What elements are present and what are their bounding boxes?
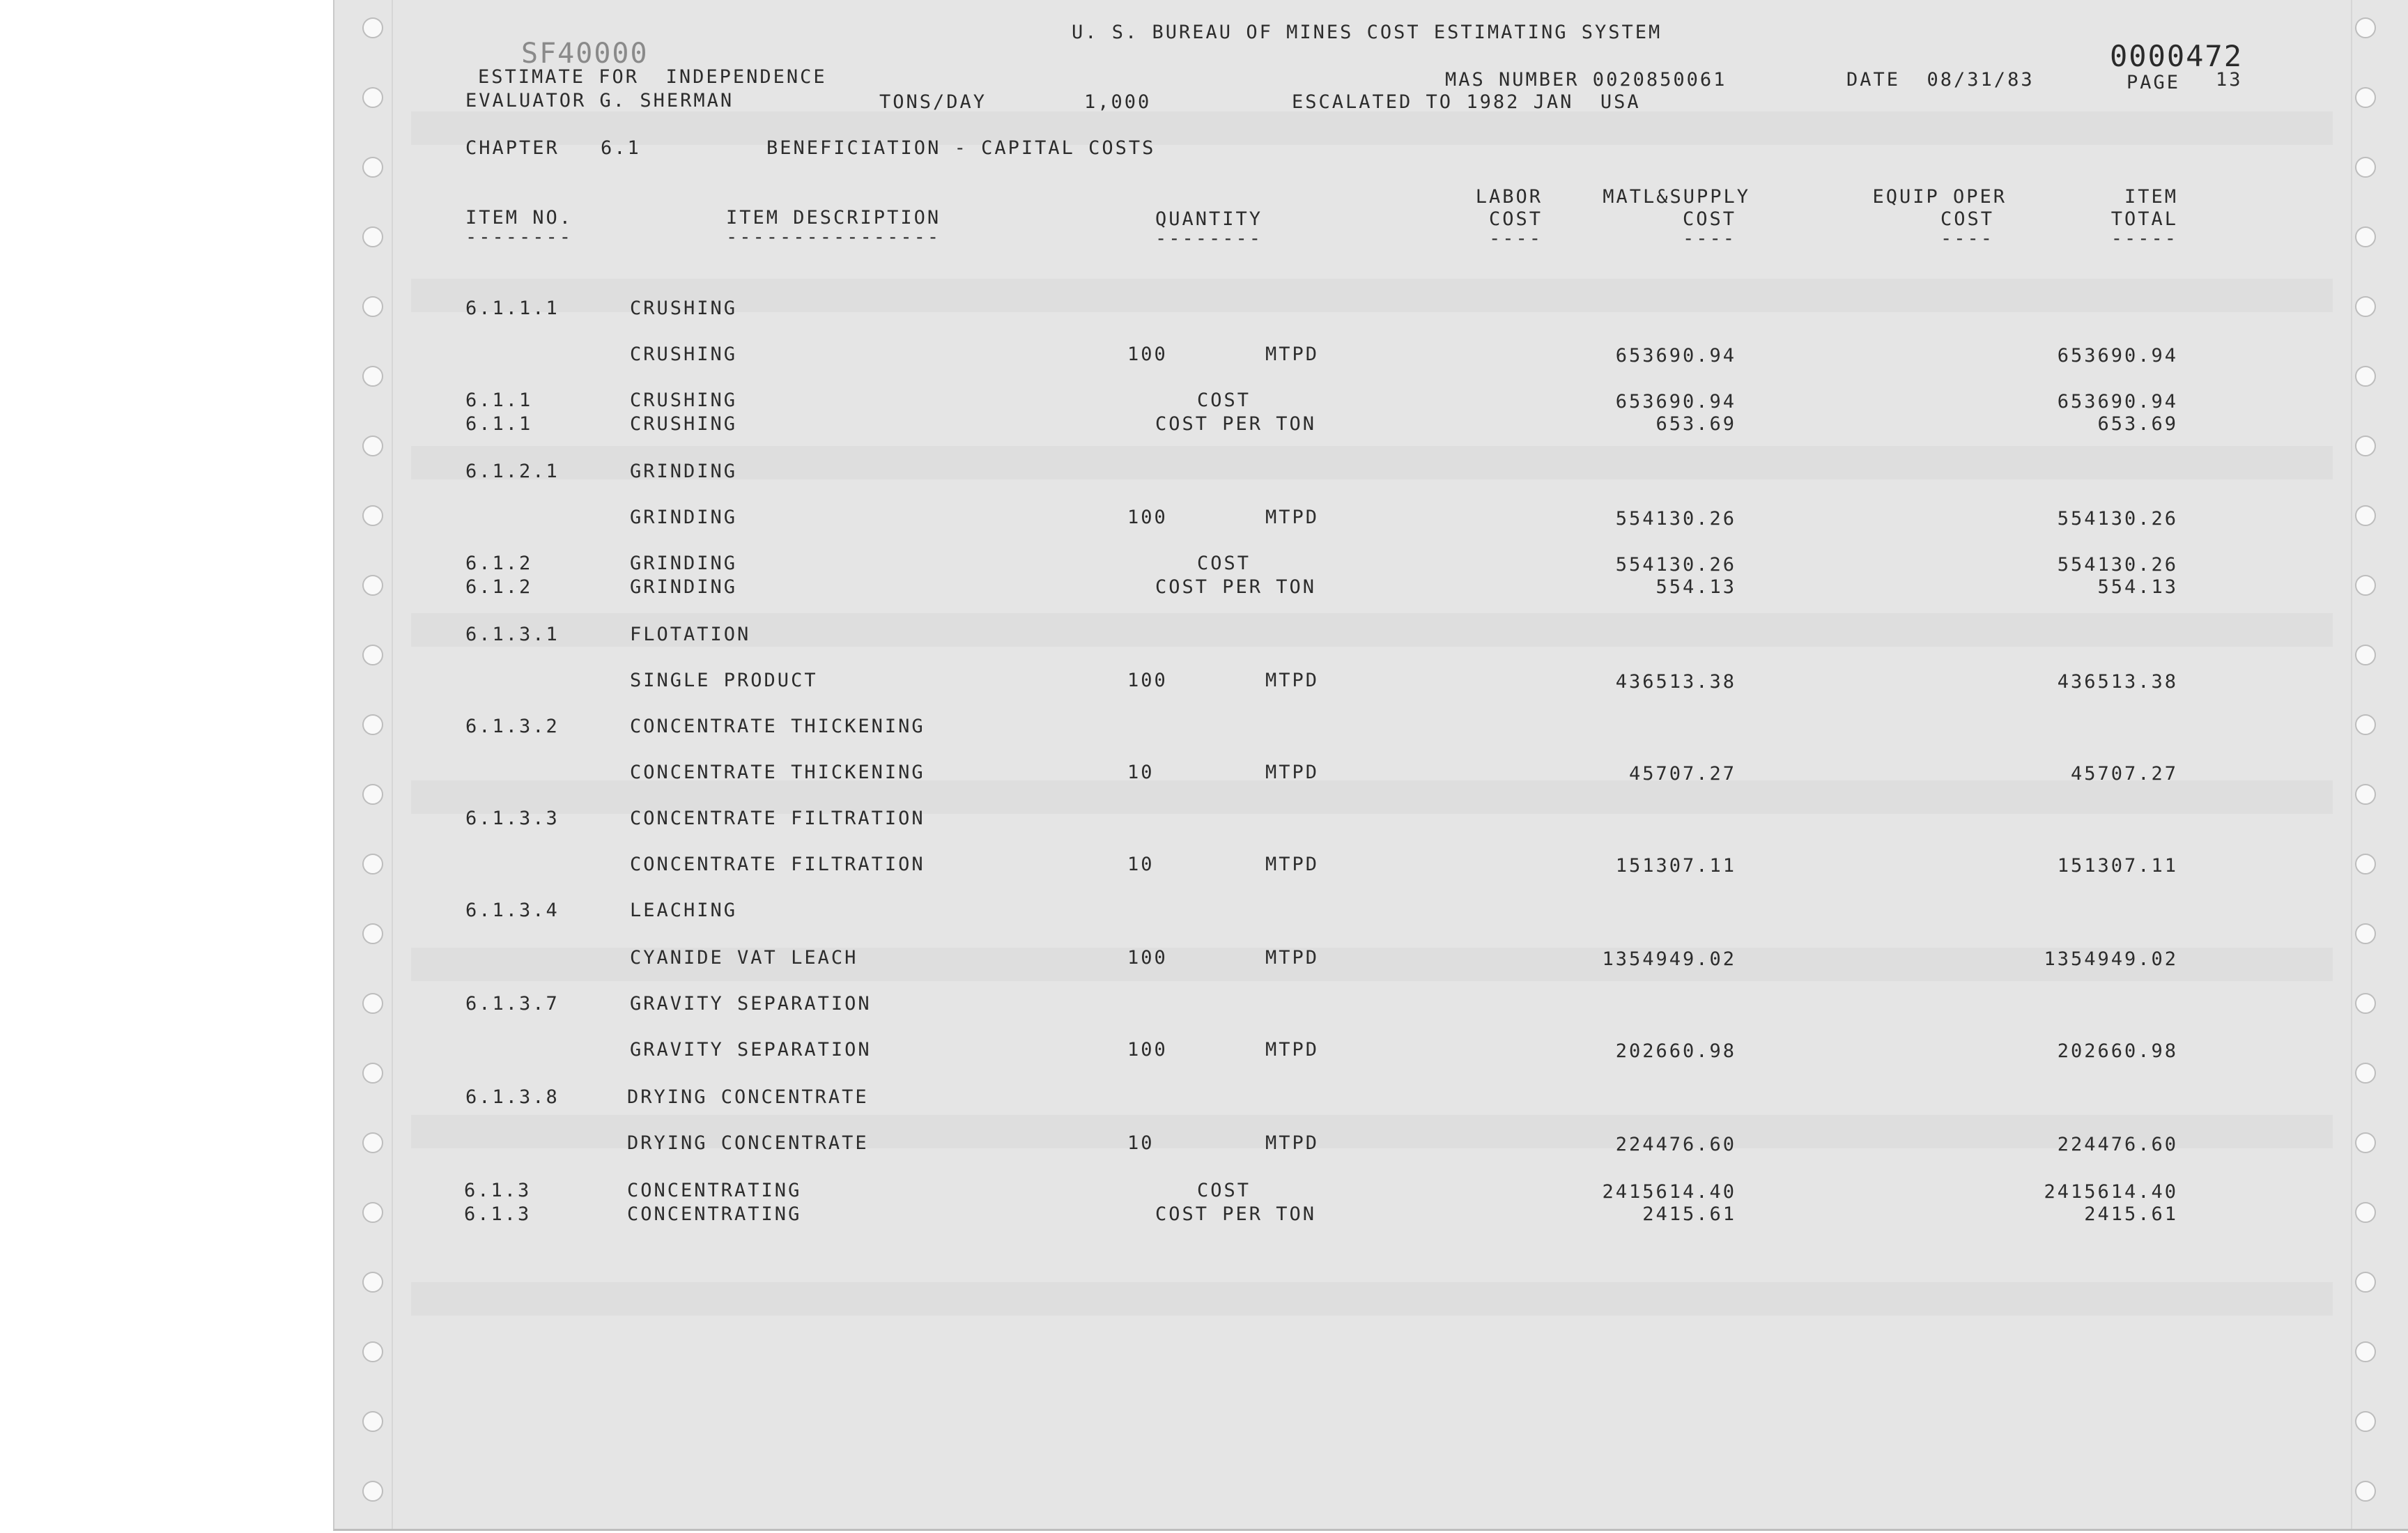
- feed-hole: [2355, 784, 2376, 805]
- report-date: DATE 08/31/83: [1846, 69, 2035, 91]
- item-description: CRUSHING: [630, 344, 738, 365]
- col-matl-line2: COST: [1682, 208, 1736, 230]
- col-labor-line2: COST: [1488, 208, 1543, 230]
- col-item-description: ITEM DESCRIPTION: [726, 207, 941, 229]
- item-description: GRINDING: [630, 507, 738, 528]
- document-number-stamp: 0000472: [2110, 39, 2244, 73]
- quantity-unit: MTPD: [1265, 947, 1320, 969]
- table-row: [334, 344, 2408, 365]
- table-row: [334, 762, 2408, 783]
- faint-stamp: SF40000: [521, 38, 649, 70]
- item-number: 6.1.3: [464, 1180, 532, 1201]
- feed-hole: [362, 157, 383, 178]
- row-basis: COST PER TON: [1155, 1203, 1317, 1225]
- matl-supply-cost: 224476.60: [1615, 1134, 1736, 1155]
- table-row: [334, 553, 2408, 574]
- item-description: CONCENTRATE FILTRATION: [630, 854, 925, 875]
- matl-supply-cost: 653690.94: [1615, 345, 1736, 367]
- feed-hole: [362, 1063, 383, 1084]
- quantity-value: 10: [1127, 762, 1155, 783]
- quantity-unit: MTPD: [1265, 1132, 1320, 1154]
- feed-hole: [362, 645, 383, 665]
- table-row: [334, 948, 2408, 969]
- item-number: 6.1.3: [464, 1203, 532, 1225]
- table-row: [334, 854, 2408, 875]
- quantity-value: 10: [1127, 1132, 1155, 1154]
- feed-hole: [362, 17, 383, 38]
- item-description: CONCENTRATING: [627, 1180, 802, 1201]
- feed-hole: [362, 1411, 383, 1432]
- quantity-value: 100: [1127, 344, 1168, 365]
- table-row: [334, 994, 2408, 1015]
- item-description: CRUSHING: [630, 413, 738, 435]
- matl-supply-cost: 554130.26: [1615, 508, 1736, 530]
- feed-hole: [2355, 157, 2376, 178]
- table-row: [334, 670, 2408, 691]
- item-total: 436513.38: [2057, 671, 2178, 693]
- item-number: 6.1.2.1: [465, 461, 559, 482]
- feed-hole: [362, 784, 383, 805]
- feed-hole: [2355, 1272, 2376, 1293]
- col-equip-rule: ----: [1940, 228, 1994, 249]
- row-basis: COST: [1197, 1180, 1251, 1201]
- col-quantity-rule: --------: [1155, 228, 1263, 249]
- matl-supply-cost: 202660.98: [1615, 1040, 1736, 1062]
- page-number: 13: [2216, 69, 2243, 91]
- matl-supply-cost: 653.69: [1656, 413, 1736, 435]
- item-description: GRINDING: [630, 553, 738, 574]
- matl-supply-cost: 2415.61: [1642, 1203, 1736, 1225]
- item-number: 6.1.2: [465, 576, 533, 598]
- feed-hole: [362, 436, 383, 456]
- item-description: CONCENTRATE THICKENING: [630, 716, 925, 737]
- item-total: 2415614.40: [2044, 1181, 2178, 1203]
- quantity-unit: MTPD: [1265, 1039, 1320, 1061]
- feed-hole: [362, 1481, 383, 1502]
- quantity-value: 100: [1127, 947, 1168, 969]
- item-total: 554130.26: [2057, 554, 2178, 576]
- item-description: CYANIDE VAT LEACH: [630, 947, 858, 969]
- col-item-description-rule: ----------------: [726, 226, 941, 248]
- col-labor-line1: LABOR: [1475, 186, 1543, 208]
- quantity-value: 100: [1127, 1039, 1168, 1061]
- quantity-unit: MTPD: [1265, 344, 1320, 365]
- feed-hole: [2355, 226, 2376, 247]
- evaluator: EVALUATOR G. SHERMAN: [465, 90, 734, 111]
- feed-hole: [2355, 366, 2376, 387]
- matl-supply-cost: 1354949.02: [1602, 948, 1736, 970]
- item-total: 151307.11: [2057, 855, 2178, 877]
- item-description: GRAVITY SEPARATION: [630, 993, 872, 1015]
- col-equip-line1: EQUIP OPER: [1872, 186, 2007, 208]
- mas-number: MAS NUMBER 0020850061: [1445, 69, 1727, 91]
- feed-hole: [2355, 1341, 2376, 1362]
- feed-hole: [362, 923, 383, 944]
- table-row: [334, 1133, 2408, 1154]
- feed-hole: [2355, 923, 2376, 944]
- item-number: 6.1.3.3: [465, 808, 559, 829]
- col-labor-rule: ----: [1488, 228, 1543, 249]
- item-number: 6.1.1: [465, 390, 533, 411]
- feed-hole: [2355, 436, 2376, 456]
- item-number: 6.1.2: [465, 553, 533, 574]
- col-item-no-rule: --------: [465, 226, 573, 248]
- feed-hole: [2355, 17, 2376, 38]
- paper-band: [411, 1282, 2333, 1316]
- chapter-label: CHAPTER: [465, 137, 559, 159]
- item-total: 554.13: [2097, 576, 2178, 598]
- matl-supply-cost: 45707.27: [1628, 763, 1736, 785]
- item-number: 6.1.3.1: [465, 624, 559, 645]
- quantity-unit: MTPD: [1265, 854, 1320, 875]
- feed-hole: [362, 366, 383, 387]
- table-row: [334, 900, 2408, 921]
- col-item-no: ITEM NO.: [465, 207, 573, 229]
- col-total-line2: TOTAL: [2110, 208, 2178, 230]
- matl-supply-cost: 436513.38: [1615, 671, 1736, 693]
- item-total: 653.69: [2097, 413, 2178, 435]
- item-description: CRUSHING: [630, 390, 738, 411]
- item-number: 6.1.3.7: [465, 993, 559, 1015]
- row-basis: COST: [1197, 390, 1251, 411]
- printout-sheet: [333, 0, 2408, 1531]
- feed-hole: [362, 226, 383, 247]
- matl-supply-cost: 653690.94: [1615, 391, 1736, 413]
- row-basis: COST PER TON: [1155, 576, 1317, 598]
- escalated-note: ESCALATED TO 1982 JAN USA: [1292, 91, 1641, 113]
- quantity-value: 100: [1127, 670, 1168, 691]
- paper-band: [411, 111, 2333, 145]
- item-total: 224476.60: [2057, 1134, 2178, 1155]
- matl-supply-cost: 2415614.40: [1602, 1181, 1736, 1203]
- table-row: [334, 390, 2408, 411]
- table-row: [334, 298, 2408, 319]
- matl-supply-cost: 554130.26: [1615, 554, 1736, 576]
- col-total-line1: ITEM: [2124, 186, 2178, 208]
- row-basis: COST PER TON: [1155, 413, 1317, 435]
- quantity-unit: MTPD: [1265, 670, 1320, 691]
- item-description: GRINDING: [630, 461, 738, 482]
- table-row: [334, 461, 2408, 482]
- table-row: [334, 624, 2408, 645]
- item-description: CONCENTRATING: [627, 1203, 802, 1225]
- item-description: CONCENTRATE THICKENING: [630, 762, 925, 783]
- feed-hole: [362, 87, 383, 108]
- item-number: 6.1.3.8: [465, 1086, 559, 1108]
- item-total: 45707.27: [2070, 763, 2178, 785]
- quantity-unit: MTPD: [1265, 507, 1320, 528]
- matl-supply-cost: 151307.11: [1615, 855, 1736, 877]
- table-row: [334, 1040, 2408, 1061]
- item-number: 6.1.1: [465, 413, 533, 435]
- matl-supply-cost: 554.13: [1656, 576, 1736, 598]
- item-number: 6.1.3.4: [465, 900, 559, 921]
- item-number: 6.1.1.1: [465, 298, 559, 319]
- feed-hole: [2355, 1481, 2376, 1502]
- item-description: GRAVITY SEPARATION: [630, 1039, 872, 1061]
- tons-day-label: TONS/DAY: [879, 91, 987, 113]
- item-description: DRYING CONCENTRATE: [627, 1132, 869, 1154]
- table-row: [334, 1180, 2408, 1201]
- feed-hole: [362, 1272, 383, 1293]
- item-description: CRUSHING: [630, 298, 738, 319]
- feed-hole: [2355, 1063, 2376, 1084]
- col-equip-line2: COST: [1940, 208, 1994, 230]
- tons-day-value: 1,000: [1084, 91, 1152, 113]
- quantity-value: 100: [1127, 507, 1168, 528]
- item-description: CONCENTRATE FILTRATION: [630, 808, 925, 829]
- col-quantity: QUANTITY: [1155, 208, 1263, 230]
- feed-hole: [2355, 87, 2376, 108]
- item-total: 1354949.02: [2044, 948, 2178, 970]
- estimate-for: ESTIMATE FOR INDEPENDENCE: [478, 66, 827, 88]
- system-title: U. S. BUREAU OF MINES COST ESTIMATING SYSTEM: [1072, 22, 1662, 43]
- item-number: 6.1.3.2: [465, 716, 559, 737]
- feed-hole: [2355, 645, 2376, 665]
- table-row: [334, 1087, 2408, 1108]
- col-matl-rule: ----: [1682, 228, 1736, 249]
- item-description: DRYING CONCENTRATE: [627, 1086, 869, 1108]
- page-label: PAGE: [2127, 72, 2181, 93]
- col-total-rule: -----: [2110, 228, 2178, 249]
- chapter-number: 6.1: [601, 137, 641, 159]
- item-total: 2415.61: [2084, 1203, 2178, 1225]
- quantity-value: 10: [1127, 854, 1155, 875]
- row-basis: COST: [1197, 553, 1251, 574]
- item-description: LEACHING: [630, 900, 738, 921]
- item-total: 653690.94: [2057, 345, 2178, 367]
- col-matl-line1: MATL&SUPPLY: [1603, 186, 1750, 208]
- table-row: [334, 414, 2408, 435]
- table-row: [334, 808, 2408, 829]
- feed-hole: [362, 1341, 383, 1362]
- table-row: [334, 577, 2408, 598]
- table-row: [334, 716, 2408, 737]
- item-description: FLOTATION: [630, 624, 751, 645]
- item-total: 202660.98: [2057, 1040, 2178, 1062]
- quantity-unit: MTPD: [1265, 762, 1320, 783]
- feed-hole: [2355, 1411, 2376, 1432]
- table-row: [334, 1204, 2408, 1225]
- item-description: SINGLE PRODUCT: [630, 670, 818, 691]
- item-total: 554130.26: [2057, 508, 2178, 530]
- table-row: [334, 507, 2408, 528]
- chapter-title: BENEFICIATION - CAPITAL COSTS: [766, 137, 1156, 159]
- item-total: 653690.94: [2057, 391, 2178, 413]
- item-description: GRINDING: [630, 576, 738, 598]
